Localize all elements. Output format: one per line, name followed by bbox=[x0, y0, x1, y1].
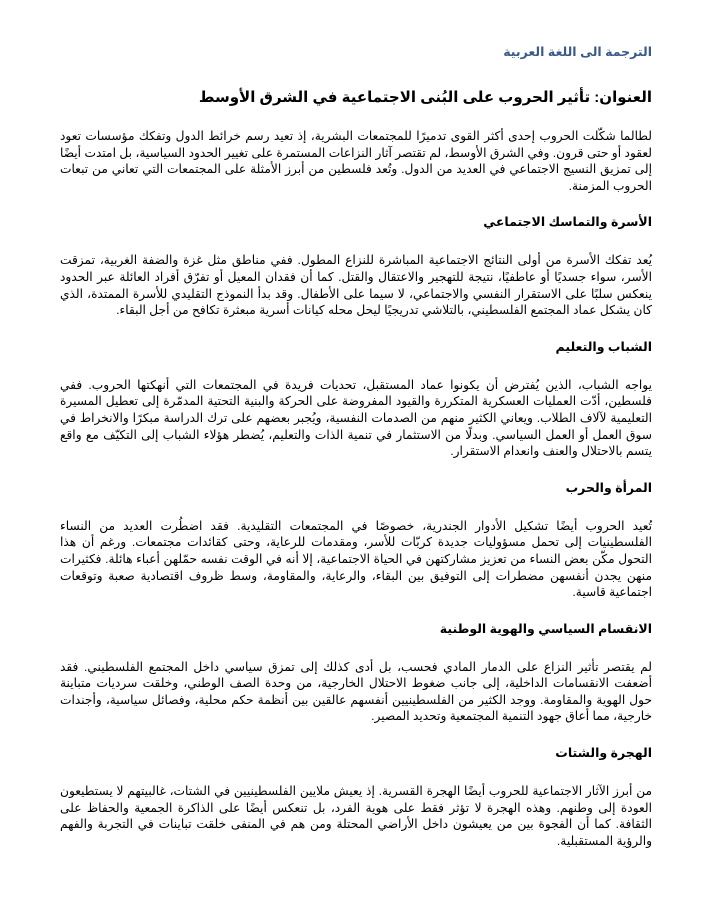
section-body-politics: لم يقتصر تأثير النزاع على الدمار المادي فحسب، بل أدى كذلك إلى تمزق سياسي داخل المجتمع الفلسطيني. فقد أضعفت الانقسامات الداخلية، إلى جانب ضغوط الاحتلال الخارجية، من وحدة الصف الوطني، وخلقت سرديات متباينة حول الهوية والمقاومة. ووجد الكثير من الفلسطينيين أنفسهم عالقين بين أنظمة حكم محلية، وفصائل سياسية، وأجندات خارجية، مما أعاق جهود التنمية المجتمعية وتحديد المصير. bbox=[60, 659, 652, 724]
section-heading-family: الأسرة والتماسك الاجتماعي bbox=[483, 215, 652, 230]
section-body-women: تُعيد الحروب أيضًا تشكيل الأدوار الجندرية، خصوصًا في المجتمعات التقليدية. فقد اضطُرت العديد من النساء الفلسطينيات إلى تحمل مسؤوليات جديدة كربّات للأسر، ومقدمات للرعاية، وحتى كقائدات مجتمعات. ورغم أن هذا التحول مكّن بعض النساء من تعزيز مشاركتهن في الحياة الاجتماعية، إلا أنه في الوقت نفسه حمّلهن أعباء هائلة. فكثيرات منهن يجدن أنفسهن مضطرات إلى التوفيق بين البقاء، والرعاية، والمقاومة، وسط ظروف اقتصادية صعبة وتوقعات اجتماعية قاسية. bbox=[60, 518, 652, 600]
section-heading-youth: الشباب والتعليم bbox=[555, 339, 652, 354]
document-title: العنوان: تأثير الحروب على البُنى الاجتماعية في الشرق الأوسط bbox=[198, 89, 652, 106]
section-body-family: يُعد تفكك الأسرة من أولى النتائج الاجتماعية المباشرة للنزاع المطول. ففي مناطق مثل غزة والضفة الغربية، تمزقت الأسر، سواء جسديًا أو عاطفيًا، نتيجة للتهجير والاعتقال والقتل. كما أن فقدان المعيل أو تفرّق أفراد العائلة عبر الحدود ينعكس سلبًا على الاستقرار النفسي والاجتماعي، لا سيما على الأطفال. وقد بدأ النموذج التقليدي للأسرة الممتدة، الذي كان يشكل عماد المجتمع الفلسطيني، بالتلاشي تدريجيًا ليحل محله كيانات أسرية مبعثرة تكافح من أجل البقاء. bbox=[60, 253, 652, 318]
section-body-youth: يواجه الشباب، الذين يُفترض أن يكونوا عماد المستقبل، تحديات فريدة في المجتمعات التي أنهكتها الحروب. ففي فلسطين، أدّت العمليات العسكرية المتكررة والقيود المفروضة على الحركة والبنية التحتية المدمّرة إلى تعطيل المسيرة التعليمية لآلاف الطلاب. ويعاني الكثير منهم من الصدمات النفسية، ويُجبر بعضهم على ترك الدراسة مبكرًا والانخراط في سوق العمل أو العمل السياسي. وبدلًا من الاستثمار في تنمية الذات والتعليم، يُضطر هؤلاء الشباب إلى التكيّف مع واقع يتسم بالاحتلال والعنف وانعدام الاستقرار. bbox=[60, 377, 652, 459]
section-heading-women: المرأة والحرب bbox=[565, 480, 652, 495]
translation-label: الترجمة الى اللغة العربية bbox=[503, 45, 652, 59]
section-body-migration: من أبرز الآثار الاجتماعية للحروب أيضًا الهجرة القسرية. إذ يعيش ملايين الفلسطينيين في الشتات، غالبيتهم لا يستطيعون العودة إلى وطنهم. وهذه الهجرة لا تؤثر فقط على هوية الفرد، بل تنعكس أيضًا على الذاكرة الجمعية والحفاظ على الثقافة. كما أن الفجوة بين من يعيشون داخل الأراضي المحتلة ومن هم في المنفى خلقت تباينات في التجربة والفهم والرؤية المستقبلية. bbox=[60, 784, 652, 848]
section-heading-politics: الانقسام السياسي والهوية الوطنية bbox=[439, 621, 652, 636]
intro-paragraph: لطالما شكّلت الحروب إحدى أكثر القوى تدميرًا للمجتمعات البشرية، إذ تعيد رسم خرائط الدول وتفكك مؤسسات تعود لعقود أو حتى قرون. وفي الشرق الأوسط، لم تقتصر آثار النزاعات المستمرة على تغيير الحدود السياسية، بل امتدت أيضًا إلى تمزيق النسيج الاجتماعي في العديد من الدول. وتُعد فلسطين من أبرز الأمثلة على المجتمعات التي تعاني من تبعات الحروب المزمنة. bbox=[60, 129, 652, 193]
section-heading-migration: الهجرة والشتات bbox=[555, 746, 652, 761]
